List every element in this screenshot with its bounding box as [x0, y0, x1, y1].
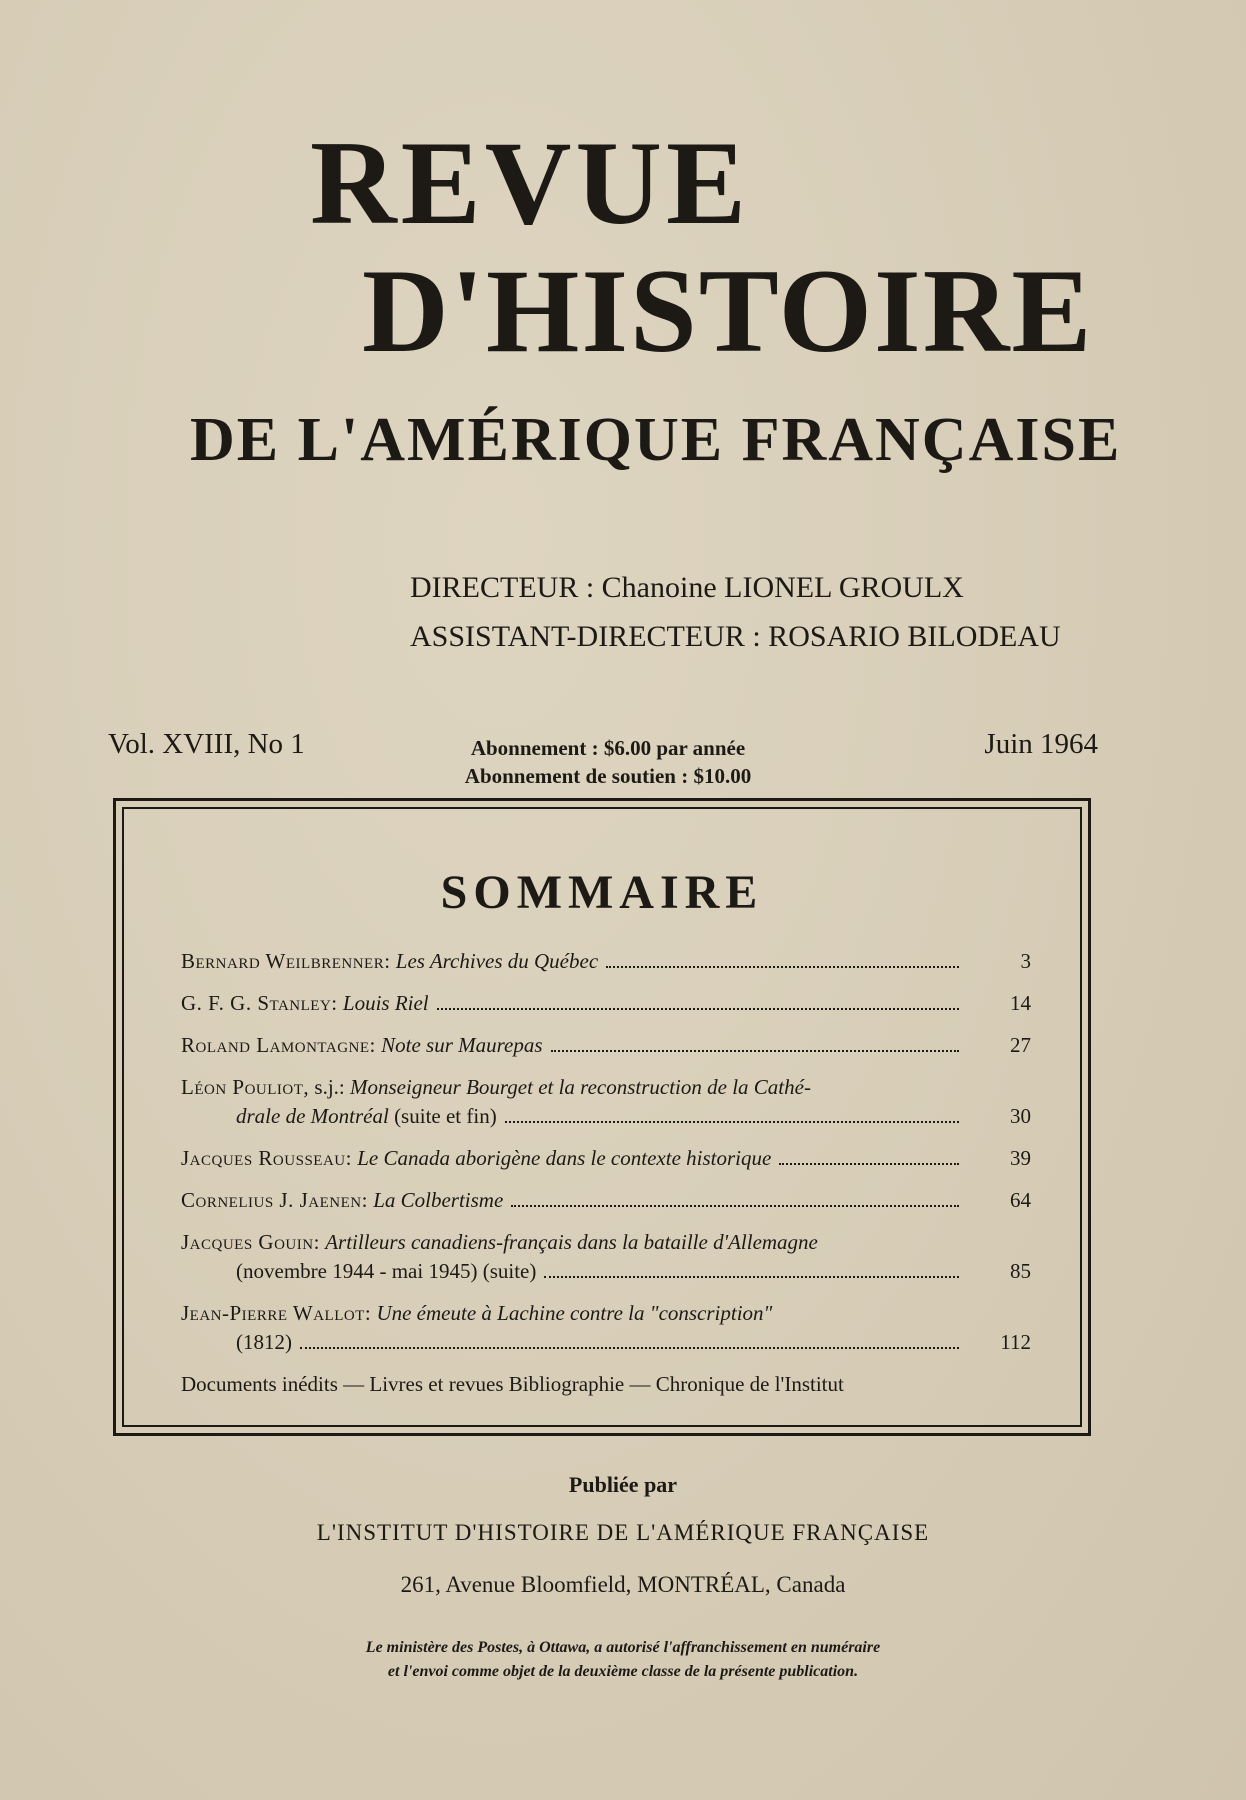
toc-footer: Documents inédits — Livres et revues Bibliographie — Chronique de l'Institut: [181, 1372, 844, 1396]
entry-author: G. F. G. Stanley:: [181, 991, 338, 1015]
entry-page: 3: [1020, 949, 1031, 973]
entry-author: Jacques Rousseau:: [181, 1146, 352, 1170]
publisher-address: 261, Avenue Bloomfield, MONTRÉAL, Canada: [400, 1572, 846, 1597]
dot-leader: [779, 1163, 959, 1165]
toc-entry: [181, 989, 1031, 1018]
title-line-2: D'HISTOIRE: [362, 244, 1094, 377]
entry-page: 64: [1010, 1188, 1031, 1212]
publisher-name: L'INSTITUT D'HISTOIRE DE L'AMÉRIQUE FRANÇAISE: [316, 1520, 930, 1545]
toc-entry: [181, 1299, 1031, 1357]
entry-page: 27: [1010, 1033, 1031, 1057]
toc-entry: [181, 1073, 1031, 1131]
postal-note-line: Le ministère des Postes, à Ottawa, a autorisé l'affranchissement en numéraire: [365, 1639, 881, 1656]
director-line: DIRECTEUR : Chanoine LIONEL GROULX: [410, 571, 964, 604]
entry-title: Le Canada aborigène dans le contexte historique: [357, 1146, 772, 1170]
entry-page: 112: [1000, 1330, 1031, 1354]
postal-note: [0, 1636, 1246, 1684]
entry-title: Note sur Maurepas: [381, 1033, 543, 1057]
published-by-label: Publiée par: [568, 1472, 678, 1497]
entry-page: 39: [1010, 1146, 1031, 1170]
entry-author: Bernard Weilbrenner:: [181, 949, 391, 973]
entry-title-continued: (novembre 1944 - mai 1945): [236, 1259, 478, 1283]
issue-info: [108, 728, 1098, 798]
subscription-price: Abonnement : $6.00 par année: [470, 736, 746, 760]
dot-leader: [300, 1347, 959, 1349]
dot-leader: [437, 1008, 959, 1010]
table-of-contents-box: [113, 798, 1091, 1436]
dot-leader: [505, 1121, 959, 1123]
entry-page: 30: [1010, 1104, 1031, 1128]
title-line-3: DE L'AMÉRIQUE FRANÇAISE: [190, 406, 1122, 474]
entry-note: (suite): [482, 1259, 537, 1283]
volume-number: Vol. XVIII, No 1: [108, 728, 305, 760]
postal-note-line: et l'envoi comme objet de la deuxième classe de la présente publication.: [387, 1663, 859, 1680]
entry-title: Artilleurs canadiens-français dans la bataille d'Allemagne: [325, 1230, 818, 1254]
toc-entry: [181, 1144, 1031, 1173]
subscription-info: [428, 734, 788, 790]
entry-title-continued: drale de Montréal: [236, 1104, 389, 1128]
entry-title: Louis Riel: [342, 991, 429, 1015]
assistant-director-line: ASSISTANT-DIRECTEUR : ROSARIO BILODEAU: [410, 620, 1061, 653]
entry-title: Monseigneur Bourget et la reconstruction de la Cathé-: [350, 1075, 811, 1099]
toc-entry: [181, 1031, 1031, 1060]
entry-author: Jacques Gouin:: [181, 1230, 320, 1254]
entry-author: Léon Pouliot,: [181, 1075, 310, 1099]
sommaire-heading: SOMMAIRE: [440, 866, 764, 919]
entry-author: Jean-Pierre Wallot:: [181, 1301, 372, 1325]
dot-leader: [606, 966, 959, 968]
entry-page: 14: [1010, 991, 1031, 1015]
entry-title: Une émeute à Lachine contre la "conscription": [376, 1301, 773, 1325]
dot-leader: [511, 1205, 959, 1207]
dot-leader: [544, 1276, 959, 1278]
title-line-1: REVUE: [310, 116, 751, 249]
entry-note: (suite et fin): [394, 1104, 497, 1128]
dot-leader: [551, 1050, 959, 1052]
toc-entry: [181, 1228, 1031, 1286]
entry-title: La Colbertisme: [373, 1188, 504, 1212]
issue-date: Juin 1964: [984, 728, 1098, 760]
entry-title: Les Archives du Québec: [395, 949, 599, 973]
entry-page: 85: [1010, 1259, 1031, 1283]
entry-title-continued: (1812): [236, 1330, 292, 1354]
toc-entry: [181, 947, 1031, 976]
entry-author: Cornelius J. Jaenen:: [181, 1188, 368, 1212]
toc-list: [181, 947, 1031, 1399]
support-subscription-price: Abonnement de soutien : $10.00: [464, 764, 752, 788]
entry-author-suffix: s.j.:: [314, 1075, 345, 1099]
toc-entry: [181, 1186, 1031, 1215]
entry-author: Roland Lamontagne:: [181, 1033, 376, 1057]
